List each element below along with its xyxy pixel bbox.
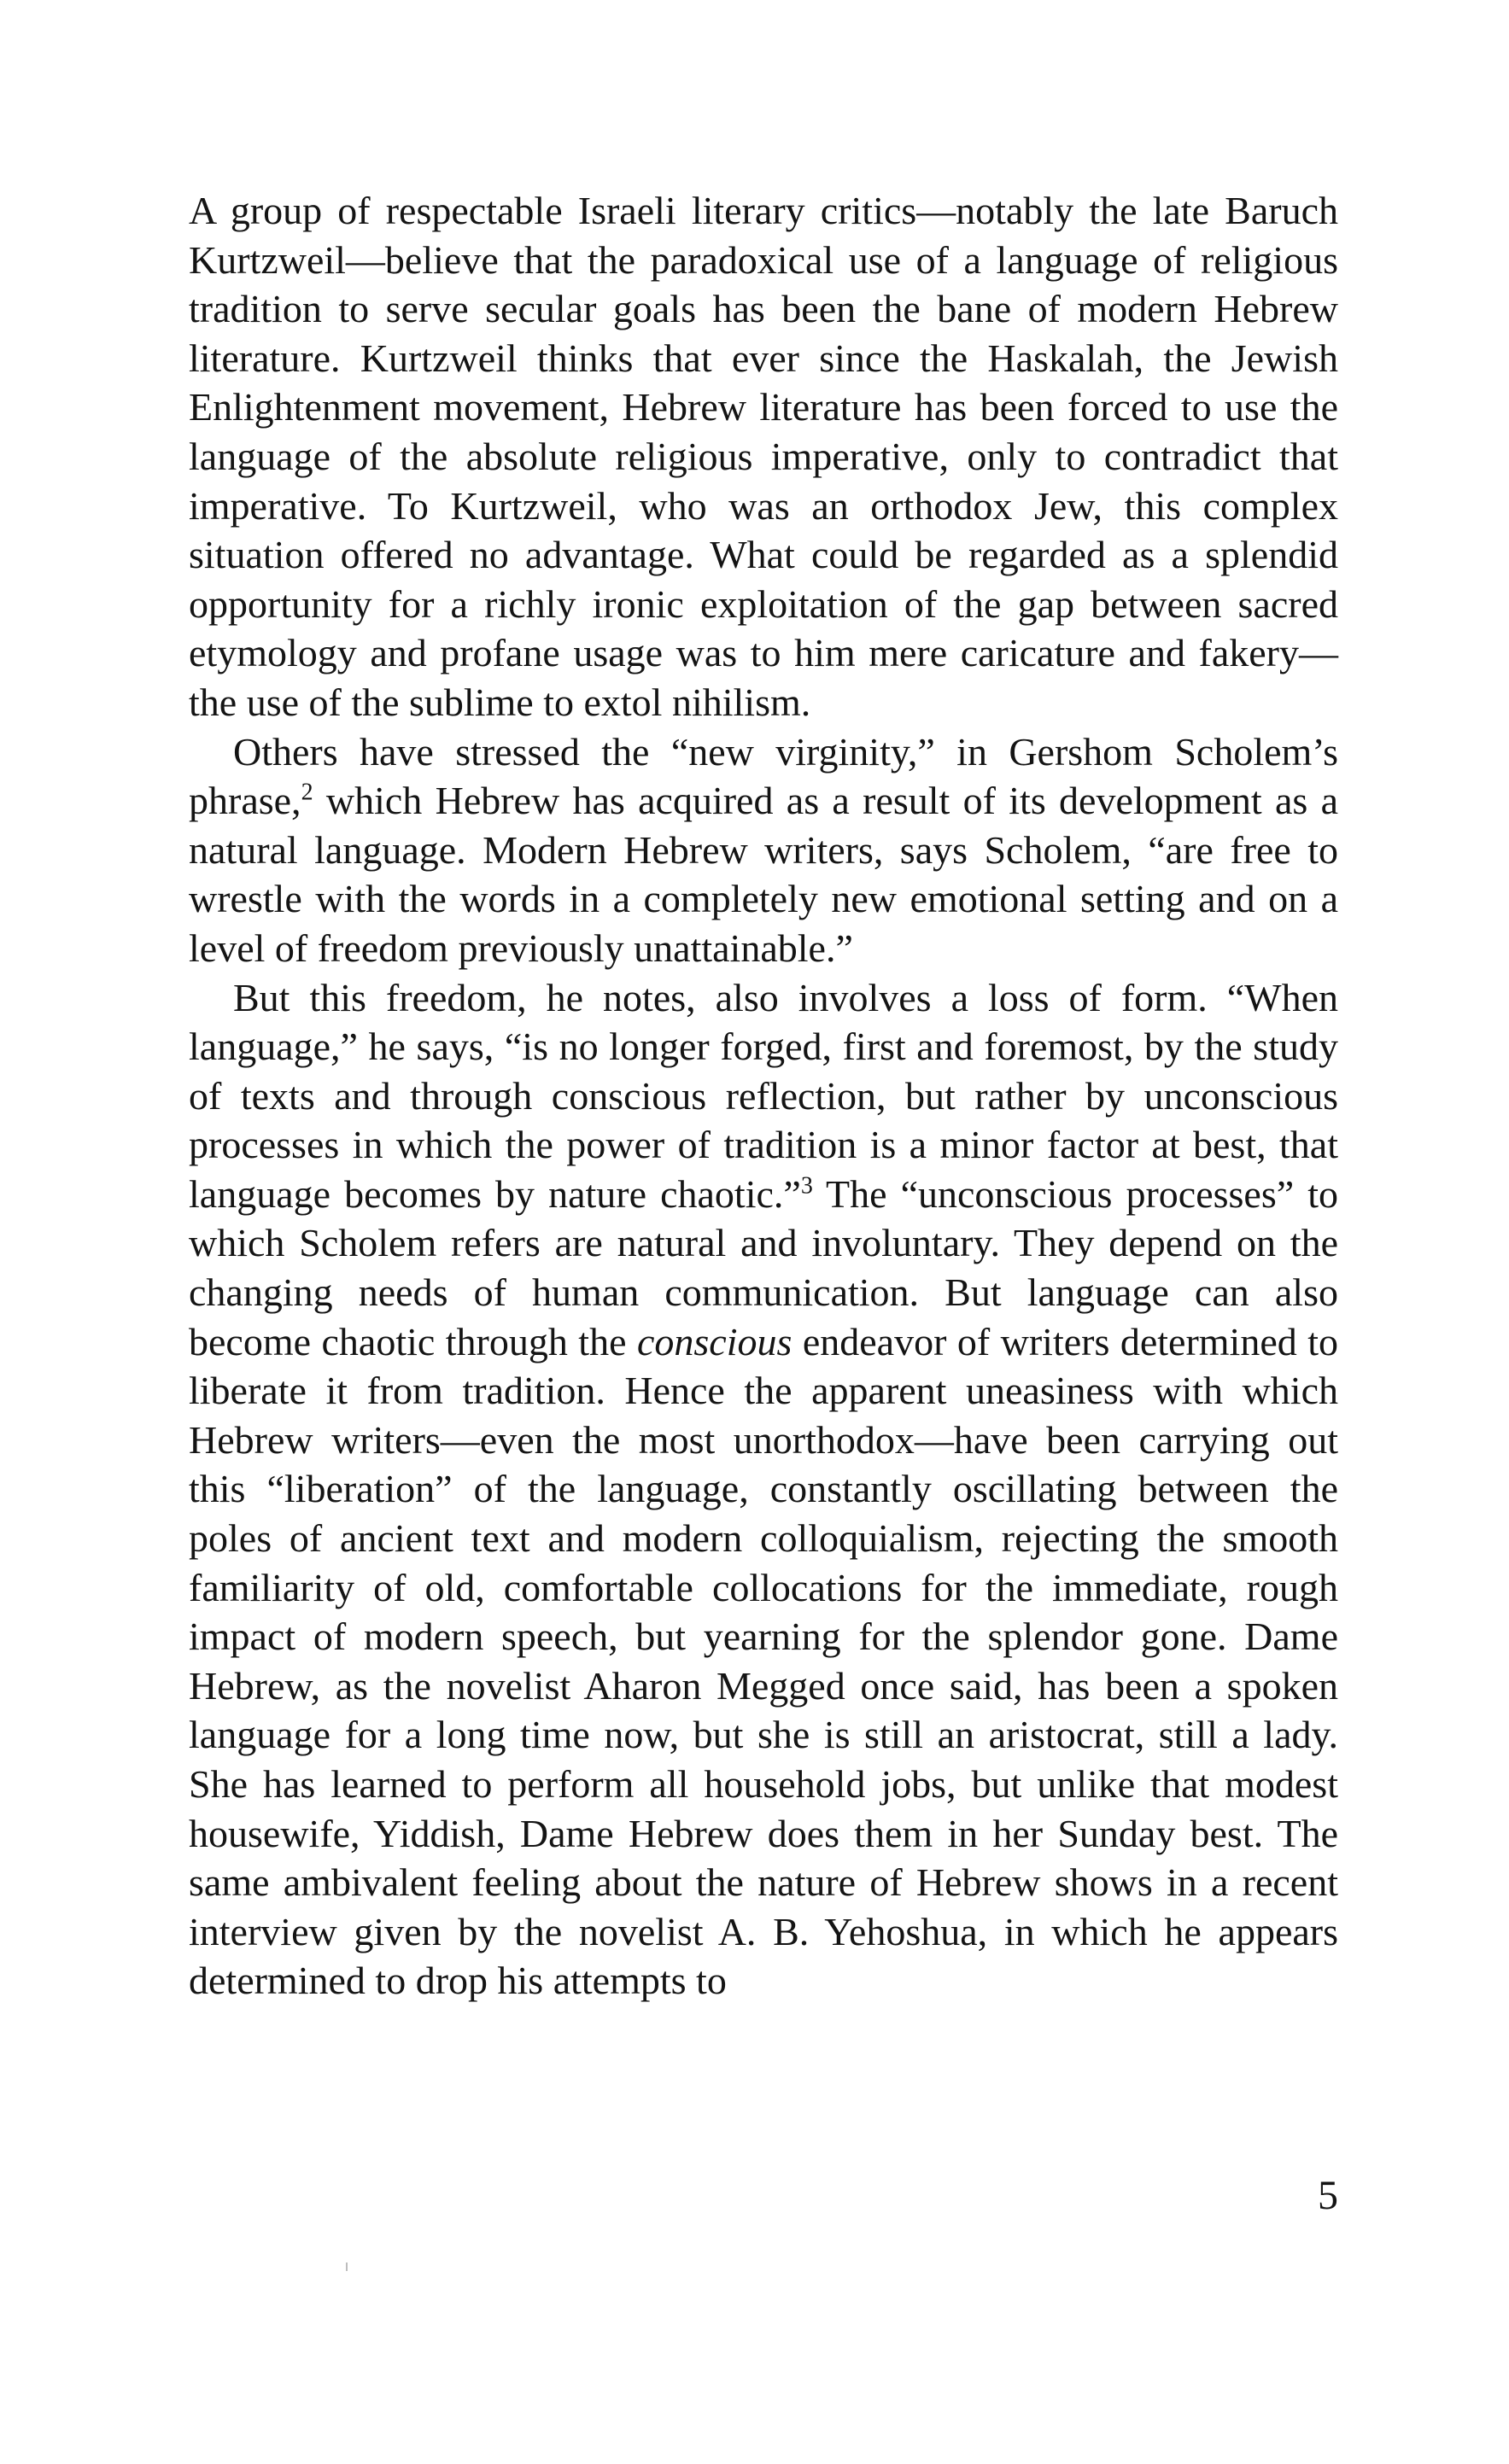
footnote-ref-3: 3 (800, 1172, 813, 1200)
paragraph-2-text-b: which Hebrew has acquired as a result of its development as a natural language. Modern Hebrew writers, says Scholem, “are free to wrestle with the words in a completely new emotional setting and on a level of freedom previously unattainable.” (189, 779, 1338, 970)
paragraph-2 (189, 727, 1338, 973)
paragraph-3-text-b: The “unconscious processes” to which Scholem refers are natural and involuntary. They depend on the changing needs of human communication. But language can also become chaotic through the (189, 1171, 1338, 1363)
paragraph-3-text-a: But this freedom, he notes, also involves a loss of form. “When language,” he says, “is no longer forged, first and foremost, by the study of texts and through conscious reflection, but rather by unconscious processes in which the power of tradition is a minor factor at best, that language becomes by nature chaotic.” (189, 975, 1338, 1216)
scan-speck (346, 2263, 348, 2271)
footnote-ref-2: 2 (301, 779, 313, 806)
emphasis-conscious: conscious (636, 1319, 793, 1363)
page-number: 5 (1318, 2173, 1338, 2218)
paragraph-3-text-c: endeavor of writers determined to liberate it from tradition. Hence the apparent uneasiness with which Hebrew writers—even the most unorthodox—have been carrying out this “liberation” of the language, constantly oscillating between the poles of ancient text and modern colloquialism, rejecting the smooth familiarity of old, comfortable collocations for the immediate, rough impact of modern speech, but yearning for the splendor gone. Dame Hebrew, as the novelist Aharon Megged once said, has been a spoken language for a long time now, but she is still an aristocrat, still a lady. She has learned to perform all household jobs, but unlike that modest housewife, Yiddish, Dame Hebrew does them in her Sunday best. The same ambivalent feeling about the nature of Hebrew shows in a recent interview given by the novelist A. B. Yehoshua, in which he appears determined to drop his attempts to (189, 1319, 1338, 2003)
paragraph-3 (189, 973, 1338, 2006)
paragraph-2-text-a: Others have stressed the “new virginity,” in Gershom Scholem’s phrase, (189, 729, 1338, 823)
body-text (189, 186, 1338, 2006)
paragraph-1: A group of respectable Israeli literary critics—notably the late Baruch Kurtzweil—believe that the paradoxical use of a language of religious tradition to serve secular goals has been the bane of modern Hebrew literature. Kurtzweil thinks that ever since the Haskalah, the Jewish Enlightenment movement, Hebrew literature has been forced to use the language of the absolute religious imperative, only to contradict that imperative. To Kurtzweil, who was an orthodox Jew, this complex situation offered no advantage. What could be regarded as a splendid opportunity for a richly ironic exploitation of the gap between sacred etymology and profane usage was to him mere caricature and fakery—the use of the sublime to extol nihilism. (189, 189, 1338, 724)
